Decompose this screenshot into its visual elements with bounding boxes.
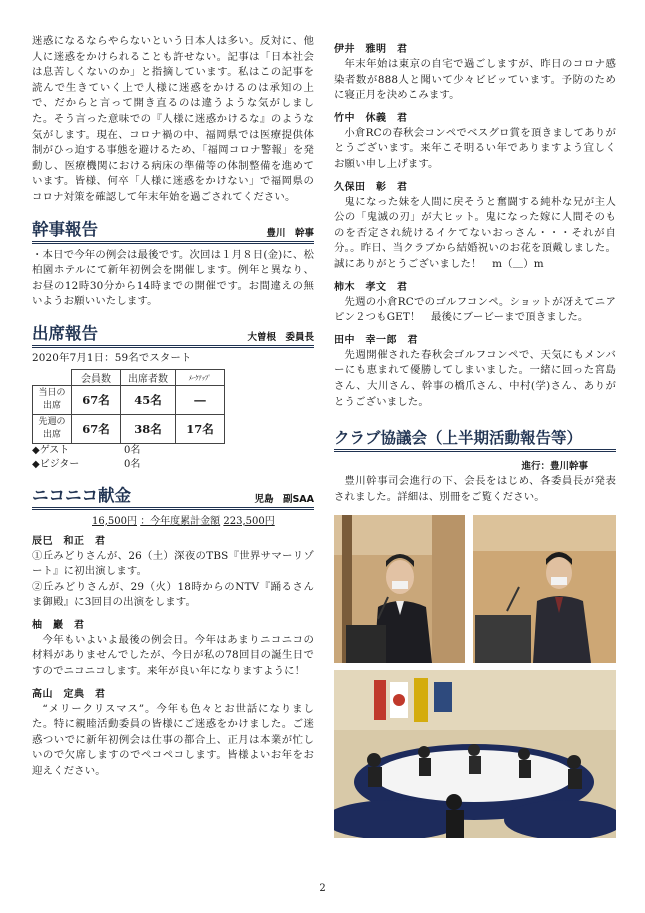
section-divider bbox=[32, 345, 314, 348]
right-column bbox=[334, 40, 616, 845]
cumulative-value: 223,500円 bbox=[223, 515, 275, 527]
donor-message: 鬼になった妹を人間に戻そうと奮闘する純朴な兄が主人公の「鬼滅の刃」が大ヒット。鬼になった嫁に人間そのものを否定され続けるイケてないおっさん・・・それが自分。。昨日、当クラブから結婚祝いのお花を頂戴しました。誠にありがとうございました！ m（＿）m bbox=[334, 195, 616, 270]
secretary-report-byline: 豊川 幹事 bbox=[266, 227, 314, 239]
donor-name: 田中 幸一郎 君 bbox=[334, 334, 418, 346]
guest-value: 0名 bbox=[124, 444, 141, 456]
visitor-value: 0名 bbox=[124, 458, 141, 470]
attendance-header bbox=[32, 320, 314, 348]
niko-niko-amount: 16,500円 bbox=[92, 515, 137, 527]
club-council-byline: 進行：豊川幹事 bbox=[521, 461, 588, 473]
page-number: 2 bbox=[319, 883, 326, 894]
donor-message: 小倉RCの春秋会コンペでベスグロ賞を頂きましてありがとうございます。来年こそ明るい年でありますよう宜しくお願い申し上げます。 bbox=[334, 126, 616, 170]
secretary-report-title: 幹事報告 bbox=[32, 219, 98, 239]
donor-name: 伊井 雅明 君 bbox=[334, 44, 408, 55]
donor-name: 辰巳 和正 君 bbox=[32, 535, 106, 547]
donor-message: 先週開催された春秋会ゴルフコンペで、天気にもメンバーにも恵まれて優勝してしまいました。一緒に回った宮島さん、大川さん、幹事の橋爪さん、中村(学)さん、ありがとうございました。 bbox=[334, 348, 616, 408]
section-divider bbox=[32, 507, 314, 510]
row-label: 当日の出席 bbox=[33, 385, 72, 414]
makeup-cell: 17名 bbox=[176, 414, 225, 443]
table-header: 会員数 bbox=[72, 369, 121, 385]
section-divider bbox=[334, 449, 616, 452]
donor-message: “メリークリスマス”。今年も色々とお世話になりました。特に親睦活動委員の皆様にご迷惑をかけました。ご迷惑ついでに新年初例会は仕事の都合上、正月は本業が忙しいので欠席しますのでペコペコします。皆様よいお年をお迎えください。 bbox=[32, 702, 314, 778]
donor-name: 久保田 彰 君 bbox=[334, 181, 408, 193]
club-council-body: 豊川幹事司会進行の下、会長をはじめ、各委員長が発表されました。詳細は、別冊をご覧ください。 bbox=[334, 475, 616, 503]
table-row bbox=[33, 385, 225, 414]
visitor-line bbox=[32, 458, 314, 472]
speaker-photo-1 bbox=[334, 515, 465, 663]
secretary-report-body: ・本日で今年の例会は最後です。次回は１月８日(金)に、松柏園ホテルにて新年初例会を開催します。例年と異なり、お昼の12時30分から14時までの開催です。お間違えの無いようお願いいたします。 bbox=[32, 248, 314, 308]
attendance-table bbox=[32, 369, 225, 444]
guest-visitor-list bbox=[32, 444, 314, 472]
table-header: 出席者数 bbox=[121, 369, 176, 385]
cumulative-label: ：今年度累計金額 bbox=[140, 515, 221, 527]
photo-gallery bbox=[334, 515, 616, 845]
table-header: ﾒｰｸｱｯﾌﾟ bbox=[176, 369, 225, 385]
donor-message: ①丘みどりさんが、26（土）深夜のTBS『世界サマーリゾート』に初出演します。 bbox=[32, 549, 314, 578]
left-column bbox=[32, 34, 314, 780]
speaker-photo-2 bbox=[473, 515, 616, 663]
meeting-hall-photo bbox=[334, 670, 616, 838]
attendees-cell: 45名 bbox=[121, 385, 176, 414]
guest-label: ◆ゲスト bbox=[32, 444, 70, 456]
members-cell: 67名 bbox=[72, 385, 121, 414]
section-divider bbox=[32, 241, 314, 244]
attendance-summary: 2020年7月1日：59名でスタート bbox=[32, 351, 192, 364]
table-corner bbox=[33, 369, 72, 385]
niko-niko-title: ニコニコ献金 bbox=[32, 485, 131, 505]
visitor-label: ◆ビジター bbox=[32, 458, 80, 470]
niko-niko-header bbox=[32, 482, 314, 510]
table-row bbox=[33, 369, 225, 385]
donor-message: 今年もいよいよ最後の例会日。今年はあまりニコニコの材料がありませんでしたが、今日が私の78回目の誕生日ですのでニコニコします。来年が良い年になりますように！ bbox=[32, 633, 314, 678]
secretary-report-header bbox=[32, 216, 314, 244]
club-council-title: クラブ協議会（上半期活動報告等） bbox=[334, 429, 583, 448]
club-council-header bbox=[334, 424, 616, 452]
donor-name: 柚 巖 君 bbox=[32, 619, 85, 631]
donor-name: 竹中 休義 君 bbox=[334, 112, 408, 124]
intro-paragraph: 迷惑になるならやらないという日本人は多い。反対に、他人に迷惑をかけられることも許せない。記事は「日本社会は息苦しくないのか」と指摘しています。私はこの記事を読んで生きていく上で人様に迷惑をかけるのは承知の上で、だからと言って開き直るのは違うような気がしました。そう言った意味での『人様に迷惑かけるな』のような気がします。現在、コロナ禍の中、福岡県では医療提供体制がひっ迫する事態を避けるため、「福岡コロナ警報」を発動し、医療機関における病床の準備等の体制整備を進めています。皆様、何卒「人様に迷惑をかけない」で福岡県のコロナ対策を確認して年末年始を過ごされてください。 bbox=[32, 35, 314, 203]
niko-niko-byline: 児島 副SAA bbox=[254, 493, 314, 505]
donor-message: 年末年始は東京の自宅で過ごしますが、昨日のコロナ感染者数が888人と聞いて少々ビビッています。予防のために寝正月を決めこみます。 bbox=[334, 58, 616, 102]
donor-message: 先週の小倉RCでのゴルフコンペ。ショットが冴えてニアピン２つもGET！ 最後にブービーまで頂きました。 bbox=[334, 295, 616, 324]
makeup-cell: ― bbox=[176, 385, 225, 414]
table-row bbox=[33, 414, 225, 443]
attendance-title: 出席報告 bbox=[32, 323, 98, 343]
attendees-cell: 38名 bbox=[121, 414, 176, 443]
attendance-byline: 大曽根 委員長 bbox=[247, 331, 314, 343]
members-cell: 67名 bbox=[72, 414, 121, 443]
guest-line bbox=[32, 444, 314, 458]
donor-message: ②丘みどりさんが、29（火）18時からのNTV『踊るさんま御殿』に3回目の出演をします。 bbox=[32, 580, 314, 609]
row-label: 先週の出席 bbox=[33, 414, 72, 443]
niko-niko-total bbox=[32, 512, 314, 527]
donor-name: 柿木 孝文 君 bbox=[334, 281, 408, 293]
donor-name: 高山 定典 君 bbox=[32, 688, 106, 700]
